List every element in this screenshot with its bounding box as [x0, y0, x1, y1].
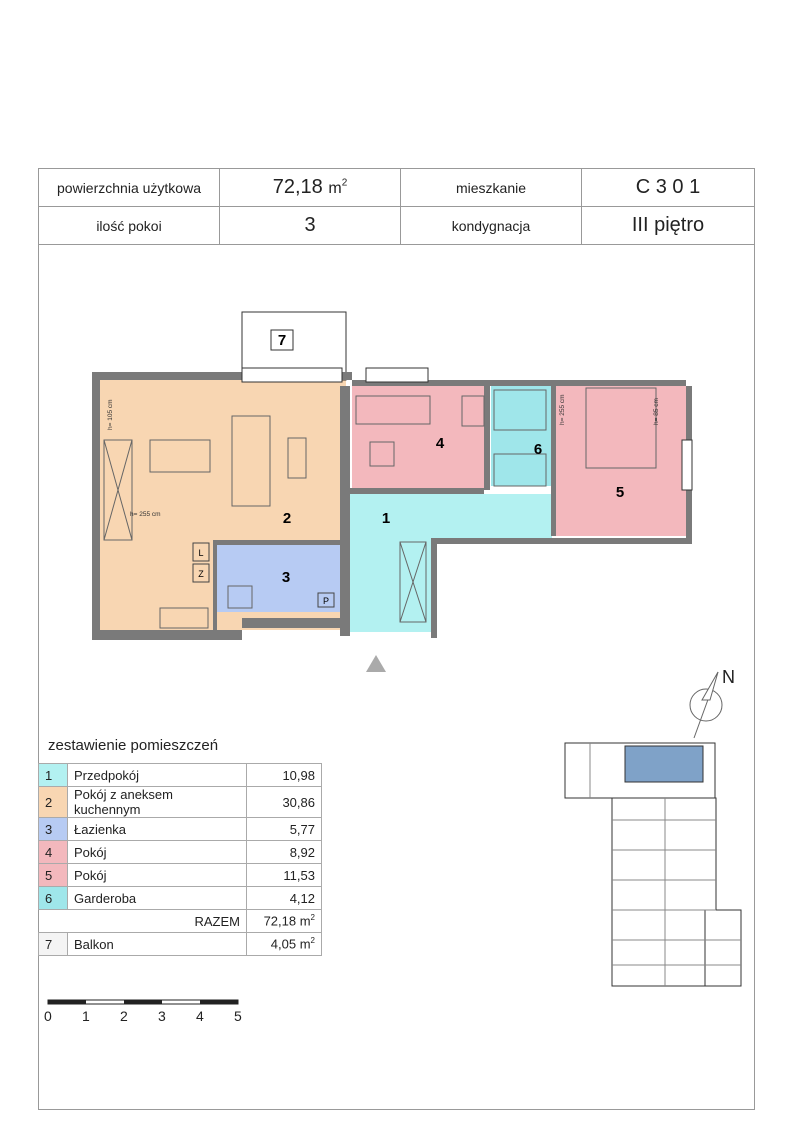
rooms-label: ilość pokoi	[39, 207, 220, 245]
apartment-value: C 3 0 1	[582, 169, 755, 207]
legend-name: Pokój z aneksem kuchennym	[68, 787, 247, 818]
legend-balcony-value: 4,05 m	[270, 936, 311, 952]
area-label: powierzchnia użytkowa	[39, 169, 220, 207]
area-unit-sup: 2	[341, 177, 348, 189]
legend-total-label: RAZEM	[194, 913, 240, 929]
fixture-l: L	[198, 548, 204, 558]
legend-no: 6	[39, 887, 68, 910]
north-arrow-icon	[690, 672, 722, 738]
legend-total-value: 72,18 m	[263, 913, 311, 929]
scale-label-0: 0	[44, 1008, 52, 1024]
entrance-marker-icon	[366, 655, 386, 672]
room-4-fill	[352, 386, 484, 490]
legend-no: 5	[39, 864, 68, 887]
fixture-p: P	[322, 596, 330, 606]
legend-no: 2	[39, 787, 68, 818]
legend-row	[39, 864, 322, 887]
legend-value: 30,86	[247, 787, 322, 818]
room-6-fill	[491, 386, 551, 486]
height-note-85: h= 85 cm	[653, 398, 660, 425]
room-number-5: 5	[615, 484, 625, 501]
legend-row	[39, 787, 322, 818]
legend-value: 4,12	[247, 887, 322, 910]
legend-title: zestawienie pomieszczeń	[48, 737, 219, 754]
height-note-255-a: h= 255 cm	[130, 511, 161, 518]
room-5-fill	[556, 386, 686, 536]
legend-total-value-cell	[247, 910, 322, 933]
legend-row	[39, 887, 322, 910]
room-number-1: 1	[381, 510, 391, 527]
legend-name: Garderoba	[68, 887, 247, 910]
scale-label-5: 5	[234, 1008, 242, 1024]
room-1-fill-b	[346, 538, 431, 632]
legend-name: Pokój	[68, 864, 247, 887]
key-plan	[565, 743, 741, 986]
legend-value: 10,98	[247, 764, 322, 787]
legend-balcony-value-cell	[247, 933, 322, 956]
legend-name: Balkon	[68, 933, 247, 956]
floor-label: kondygnacja	[401, 207, 582, 245]
floor-value: III piętro	[582, 207, 755, 245]
scale-label-3: 3	[158, 1008, 166, 1024]
legend-balcony-sup: 2	[310, 936, 315, 946]
legend-value: 8,92	[247, 841, 322, 864]
north-label: N	[722, 667, 735, 687]
legend-balcony-row	[39, 933, 322, 956]
rooms-value: 3	[220, 207, 401, 245]
room-number-7: 7	[277, 332, 287, 349]
room-number-4: 4	[435, 435, 445, 452]
scale-label-2: 2	[120, 1008, 128, 1024]
legend-no: 3	[39, 818, 68, 841]
fixture-z: Z	[198, 569, 204, 579]
area-value: 72,18	[272, 176, 323, 198]
legend-row	[39, 818, 322, 841]
apartment-label: mieszkanie	[401, 169, 582, 207]
legend-no: 1	[39, 764, 68, 787]
area-unit: m	[328, 180, 342, 197]
legend-no: 7	[39, 933, 68, 956]
room-number-6: 6	[533, 441, 543, 458]
legend-total-row	[39, 910, 322, 933]
legend-name: Łazienka	[68, 818, 247, 841]
height-note-255-b: h= 255 cm	[559, 394, 566, 425]
legend-value: 5,77	[247, 818, 322, 841]
room-legend	[38, 763, 322, 956]
legend-total-sup: 2	[310, 913, 315, 923]
scale-label-1: 1	[82, 1008, 90, 1024]
room-number-3: 3	[281, 569, 291, 586]
legend-value: 11,53	[247, 864, 322, 887]
legend-no: 4	[39, 841, 68, 864]
legend-row	[39, 841, 322, 864]
height-note-105: h= 105 cm	[107, 399, 114, 430]
legend-name: Pokój	[68, 841, 247, 864]
scale-label-4: 4	[196, 1008, 204, 1024]
room-number-2: 2	[282, 510, 292, 527]
legend-row	[39, 764, 322, 787]
scale-bar	[48, 1000, 238, 1004]
legend-name: Przedpokój	[68, 764, 247, 787]
